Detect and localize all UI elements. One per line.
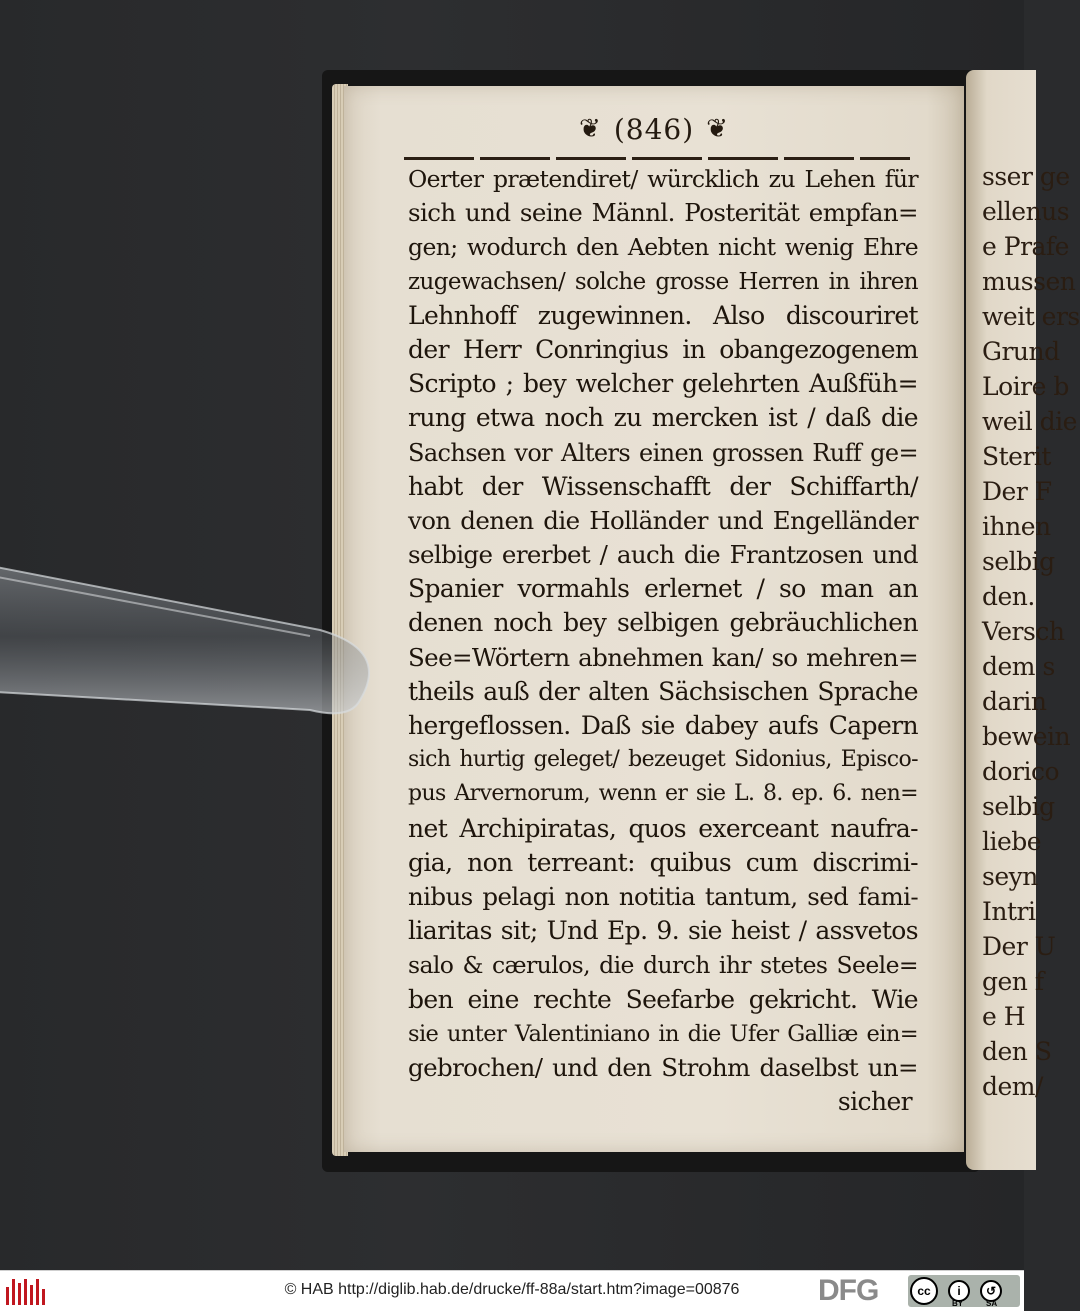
text-line: Scripto ; bey welcher gelehrten Außfüh= bbox=[408, 369, 918, 399]
text-line: gen; wodurch den Aebten nicht wenig Ehre bbox=[408, 233, 918, 262]
text-line: Spanier vormahls erlernet / so man an bbox=[408, 574, 918, 604]
text-line: net Archipiratas, quos exerceant naufra- bbox=[408, 813, 918, 843]
facing-text-fragment: mussen bbox=[982, 267, 1076, 296]
attribution-icon: i bbox=[948, 1280, 970, 1302]
text-line: rung etwa noch zu mercken ist / daß die bbox=[408, 403, 918, 433]
share-alike-icon: ↺ bbox=[980, 1280, 1002, 1302]
facing-text-fragment: e Prafe bbox=[982, 232, 1069, 261]
text-line: der Herr Conringius in obangezogenem bbox=[408, 334, 918, 364]
text-line: salo & cærulos, die durch ihr stetes Seele= bbox=[408, 951, 918, 980]
text-line: sich hurtig geleget/ bezeuget Sidonius, Episco- bbox=[408, 747, 918, 773]
facing-text-fragment: den. bbox=[982, 582, 1035, 611]
text-line: zugewachsen/ solche grosse Herren in ihren bbox=[408, 268, 918, 295]
text-line: Oerter prætendiret/ würcklich zu Lehen für bbox=[408, 165, 918, 193]
text-line: ben eine rechte Seefarbe gekricht. Wie bbox=[408, 984, 918, 1014]
sa-label: SA bbox=[986, 1299, 998, 1308]
text-line: denen noch bey selbigen gebräuchlichen bbox=[408, 608, 918, 638]
footer-bar bbox=[0, 1270, 1024, 1311]
text-line: Sachsen vor Alters einen grossen Ruff ge= bbox=[408, 438, 918, 467]
facing-text-fragment: selbig bbox=[982, 547, 1055, 576]
cc-icon: cc bbox=[910, 1277, 938, 1305]
header-rule bbox=[404, 157, 910, 160]
text-line: theils auß der alten Sächsischen Sprache bbox=[408, 676, 918, 706]
facing-text-fragment: liebe bbox=[982, 827, 1042, 856]
text-line: sicher bbox=[837, 1087, 912, 1117]
facing-text-fragment: dorico bbox=[982, 757, 1060, 786]
text-line: von denen die Holländer und Engelländer bbox=[408, 505, 918, 535]
facing-text-fragment: Versch bbox=[982, 617, 1065, 646]
dfg-logo: DFG bbox=[818, 1274, 879, 1307]
text-line: hergeflossen. Daß sie dabey aufs Capern bbox=[408, 711, 918, 740]
facing-text-fragment: weil die bbox=[982, 407, 1077, 436]
cc-license-badge[interactable] bbox=[908, 1275, 1020, 1307]
page-header bbox=[344, 113, 964, 153]
text-line: Lehnhoff zugewinnen. Also discouriret bbox=[408, 300, 918, 330]
by-label: BY bbox=[952, 1299, 964, 1308]
facing-text-fragment: Intri bbox=[982, 897, 1036, 926]
credit-link[interactable]: © HAB http://diglib.hab.de/drucke/ff-88a/start.htm?image=00876 bbox=[284, 1281, 740, 1298]
text-line: liaritas sit; Und Ep. 9. sie heist / assvetos bbox=[408, 916, 918, 946]
text-line: pus Arvernorum, wenn er sie L. 8. ep. 6. nen= bbox=[408, 781, 918, 807]
page-number: (846) bbox=[613, 113, 695, 146]
text-line: sie unter Valentiniano in die Ufer Galliæ ein= bbox=[408, 1020, 918, 1047]
facing-text-fragment: bewein bbox=[982, 722, 1071, 751]
ornament-left-icon: ❦ bbox=[579, 114, 602, 144]
facing-text-fragment: Grund bbox=[982, 337, 1060, 366]
ornament-right-icon: ❦ bbox=[706, 114, 729, 144]
text-line: habt der Wissenschafft der Schiffarth/ bbox=[408, 471, 918, 501]
text-line: selbige ererbet / auch die Frantzosen und bbox=[408, 540, 918, 570]
text-line: gia, non terreant: quibus cum discrimi- bbox=[408, 847, 918, 877]
facing-text-fragment: dem s bbox=[982, 652, 1055, 681]
facing-text-fragment: Loire b bbox=[982, 372, 1069, 401]
facing-text-fragment: ellenus bbox=[982, 197, 1070, 226]
facing-text-fragment: den S bbox=[982, 1037, 1052, 1066]
facing-text-fragment: weit ers bbox=[982, 302, 1080, 331]
book-page bbox=[344, 86, 964, 1152]
facing-text-fragment: seyn bbox=[982, 862, 1038, 891]
facing-text-fragment: gen f bbox=[982, 967, 1044, 996]
facing-page bbox=[966, 70, 1080, 1170]
facing-text-fragment: dem/ bbox=[982, 1072, 1043, 1101]
text-line: gebrochen/ und den Strohm daselbst un= bbox=[408, 1052, 918, 1082]
facing-text-fragment: selbig bbox=[982, 792, 1055, 821]
facing-text-fragment: darin bbox=[982, 687, 1047, 716]
facing-text-fragment: Sterit bbox=[982, 442, 1051, 471]
facing-text-fragment: e H bbox=[982, 1002, 1026, 1031]
text-line: See=Wörtern abnehmen kan/ so mehren= bbox=[408, 642, 918, 672]
text-line: sich und seine Männl. Posterität empfan= bbox=[408, 198, 918, 228]
facing-text-fragment: ihnen bbox=[982, 512, 1051, 541]
facing-text-fragment: Der U bbox=[982, 932, 1056, 961]
facing-text-fragment: sser ge bbox=[982, 162, 1070, 191]
facing-text-fragment: Der F bbox=[982, 477, 1052, 506]
page-text bbox=[408, 162, 918, 1119]
text-line: nibus pelagi non notitia tantum, sed fami- bbox=[408, 881, 918, 911]
